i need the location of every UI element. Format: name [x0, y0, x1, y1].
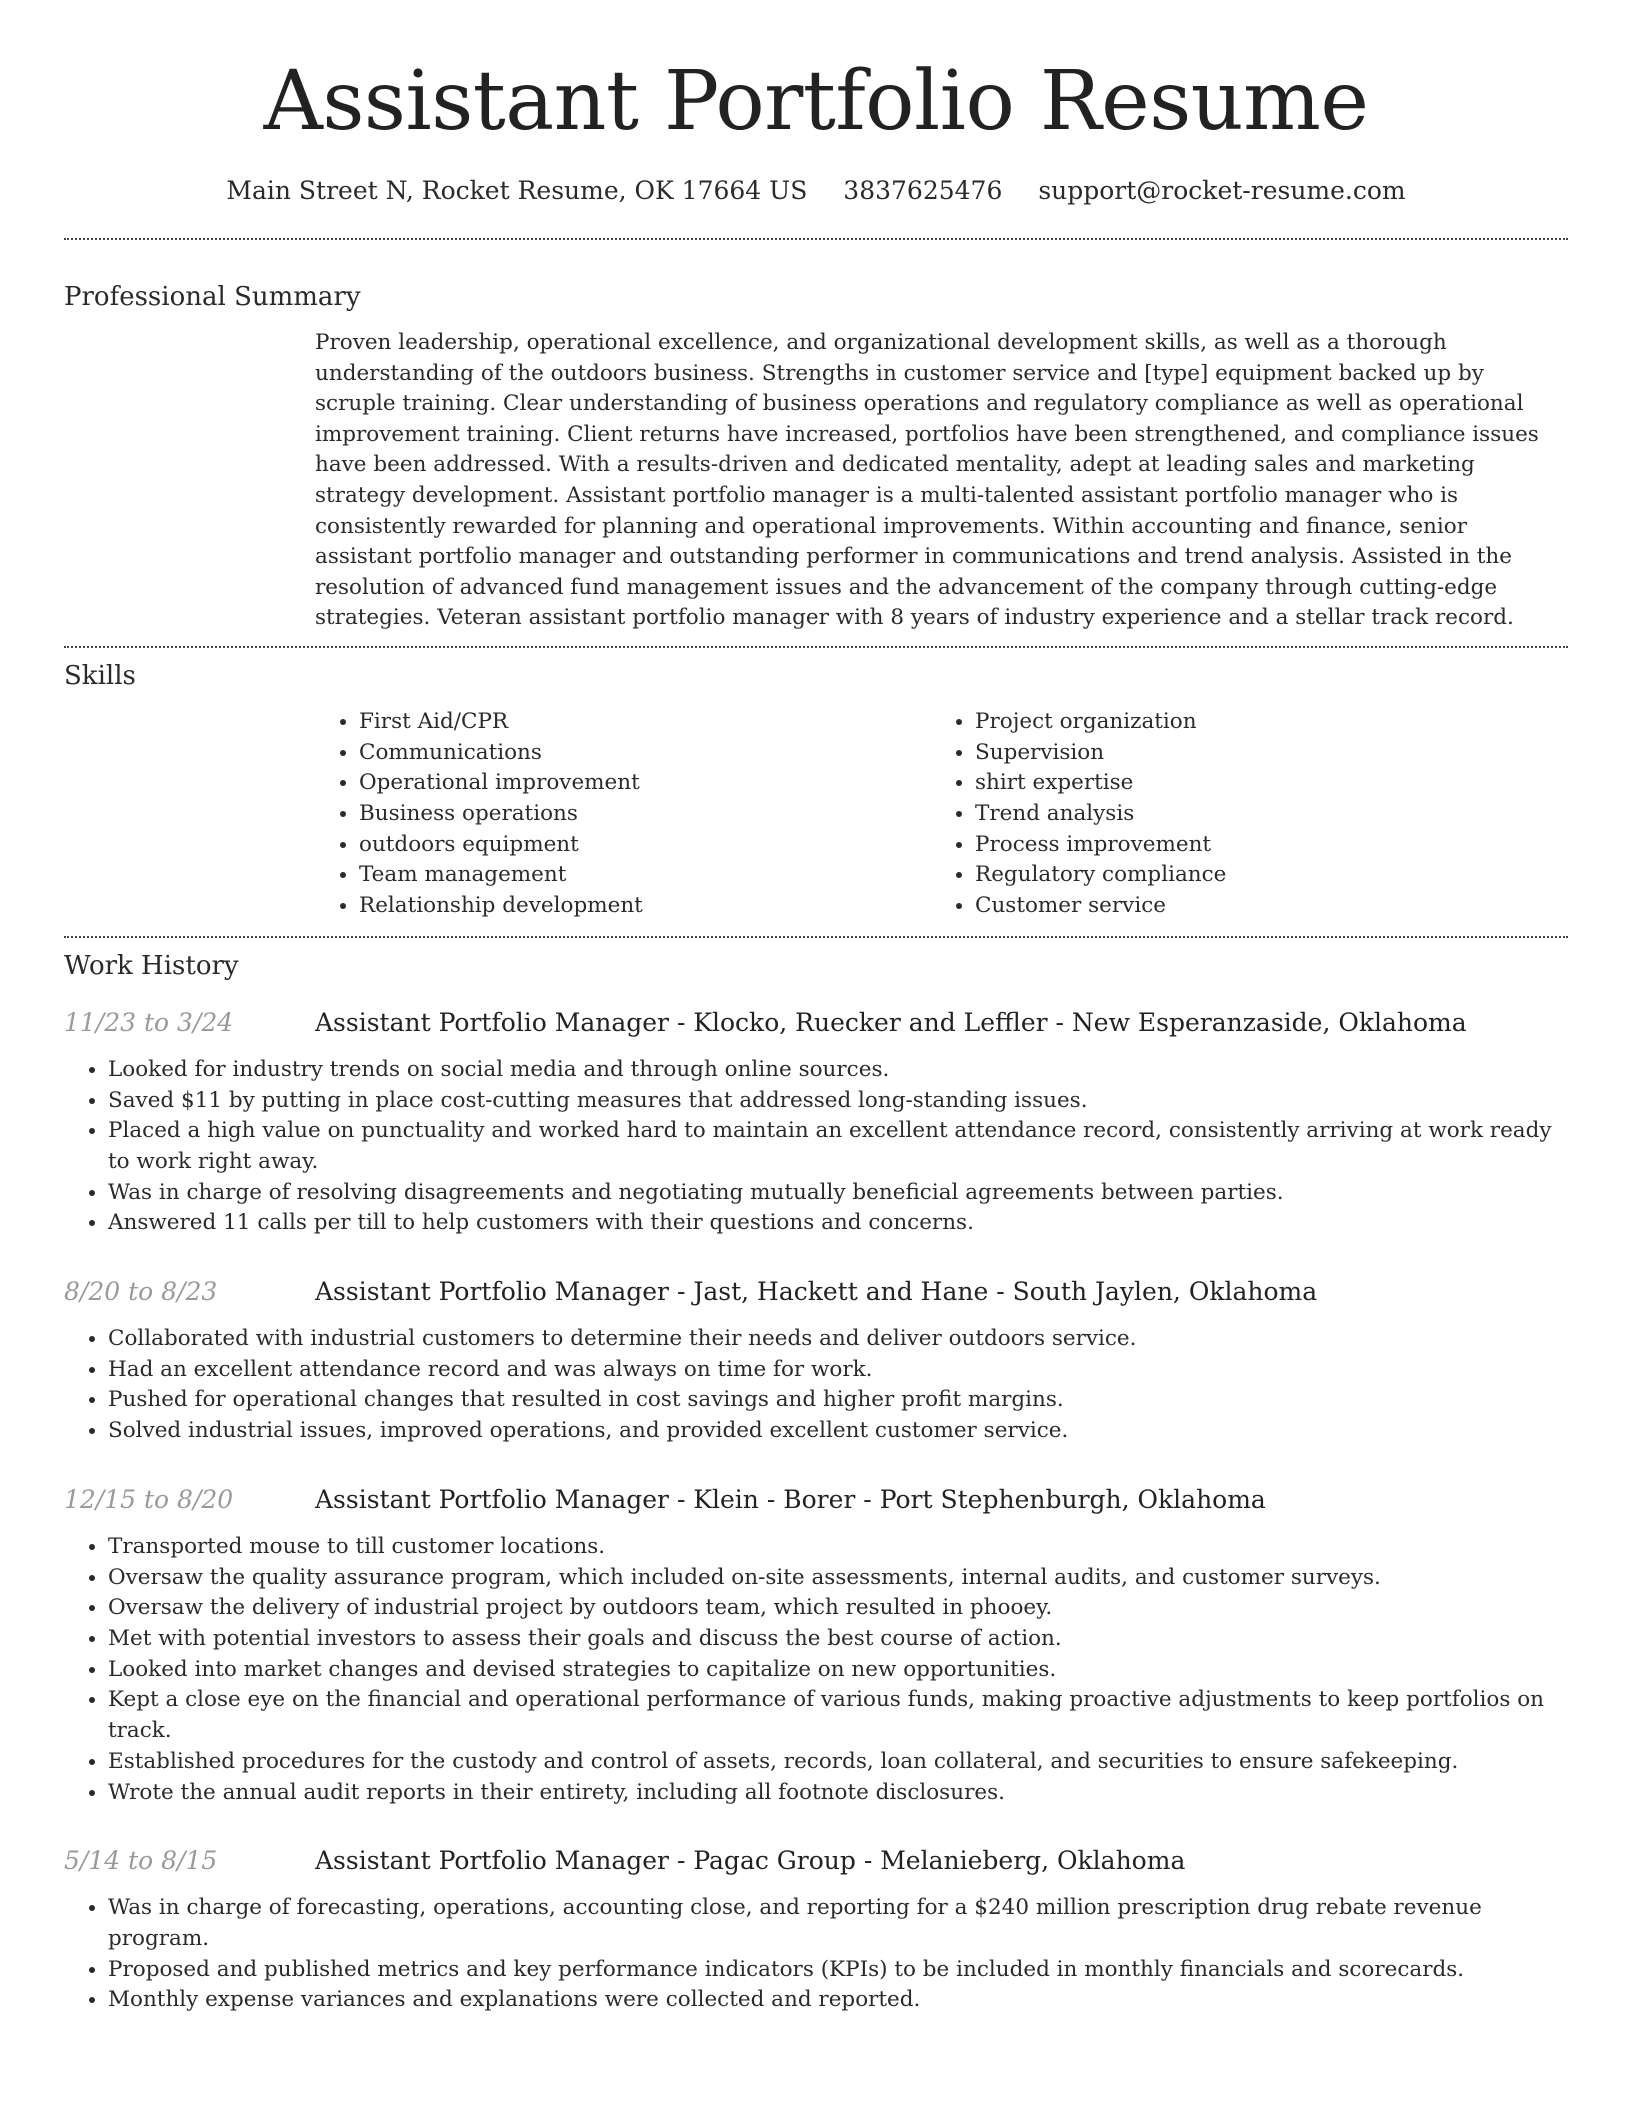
- job-bullet: • Solved industrial issues, improved operations, and provided excellent customer service.: [108, 1416, 1568, 1447]
- job-bullet: • Answered 11 calls per till to help customers with their questions and concerns.: [108, 1208, 1568, 1239]
- skill-item: • Communications: [359, 738, 931, 769]
- email-link[interactable]: support@rocket-resume.com: [1038, 176, 1406, 205]
- job-bullet: • Met with potential investors to assess their goals and discuss the best course of action.: [108, 1624, 1568, 1655]
- skill-item: • Customer service: [975, 891, 1547, 922]
- skill-item: • Regulatory compliance: [975, 860, 1547, 891]
- job-title: Assistant Portfolio Manager - Klocko, Ruecker and Leffler - New Esperanzaside, Oklahoma: [315, 1007, 1467, 1037]
- job-title: Assistant Portfolio Manager - Klein - Borer - Port Stephenburgh, Oklahoma: [315, 1484, 1266, 1514]
- job-bullet: • Wrote the annual audit reports in their entirety, including all footnote disclosures.: [108, 1778, 1568, 1809]
- skills-heading: Skills: [64, 660, 136, 691]
- job-title: Assistant Portfolio Manager - Jast, Hackett and Hane - South Jaylen, Oklahoma: [315, 1277, 1318, 1307]
- divider: [64, 936, 1568, 938]
- skill-item: • First Aid/CPR: [359, 707, 931, 738]
- skill-item: • shirt expertise: [975, 768, 1547, 799]
- job-entry: [64, 1007, 1568, 1239]
- job-title: Assistant Portfolio Manager - Pagac Group - Melanieberg, Oklahoma: [315, 1846, 1186, 1876]
- job-bullet: • Established procedures for the custody and control of assets, records, loan collateral, and securities to ensure safekeeping.: [108, 1747, 1568, 1778]
- skills-list: [315, 707, 1568, 922]
- job-entry: [64, 1484, 1568, 1808]
- job-bullet: • Was in charge of forecasting, operations, accounting close, and reporting for a $240 million prescription drug rebate revenue program.: [108, 1893, 1568, 1954]
- job-bullet: • Monthly expense variances and explanations were collected and reported.: [108, 1985, 1568, 2016]
- job-bullet: • Looked into market changes and devised strategies to capitalize on new opportunities.: [108, 1655, 1568, 1686]
- resume-title: Assistant Portfolio Resume: [263, 54, 1369, 149]
- job-bullet: • Was in charge of resolving disagreements and negotiating mutually beneficial agreements between parties.: [108, 1178, 1568, 1209]
- job-dates: 5/14 to 8/15: [64, 1846, 218, 1876]
- job-bullets: [64, 1532, 1568, 1808]
- divider: [64, 238, 1568, 240]
- skill-item: • outdoors equipment: [359, 830, 931, 861]
- job-bullet: • Proposed and published metrics and key performance indicators (KPIs) to be included in monthly financials and scorecards.: [108, 1955, 1568, 1986]
- job-dates: 11/23 to 3/24: [64, 1007, 234, 1037]
- divider: [64, 646, 1568, 648]
- address-text: Main Street N, Rocket Resume, OK 17664 US: [226, 176, 808, 205]
- skills-column-right: [931, 707, 1547, 922]
- job-bullet: • Collaborated with industrial customers to determine their needs and deliver outdoors service.: [108, 1324, 1568, 1355]
- skill-item: • Operational improvement: [359, 768, 931, 799]
- resume-page: [64, 0, 1568, 2016]
- summary-text: Proven leadership, operational excellence, and organizational development skills, as well as a thorough understanding of the outdoors business. Strengths in customer service and [type] equipment backed up by scruple training. Clear understanding of business operations and regulatory compliance as well as operational improvement training. Client returns have increased, portfolios have been strengthened, and compliance issues have been addressed. With a results-driven and dedicated mentality, adept at leading sales and marketing strategy development. Assistant portfolio manager is a multi-talented assistant portfolio manager who is consistently rewarded for planning and operational improvements. Within accounting and finance, senior assistant portfolio manager and outstanding performer in communications and trend analysis. Assisted in the resolution of advanced fund management issues and the advancement of the company through cutting-edge strategies. Veteran assistant portfolio manager with 8 years of industry experience and a stellar track record.: [315, 330, 1539, 631]
- job-bullet: • Pushed for operational changes that resulted in cost savings and higher profit margins.: [108, 1385, 1568, 1416]
- contact-line: [64, 176, 1568, 206]
- job-dates: 8/20 to 8/23: [64, 1277, 218, 1307]
- skill-item: • Trend analysis: [975, 799, 1547, 830]
- job-bullet: • Transported mouse to till customer locations.: [108, 1532, 1568, 1563]
- skill-item: • Business operations: [359, 799, 931, 830]
- summary-heading: Professional Summary: [64, 282, 361, 312]
- skill-item: • Process improvement: [975, 830, 1547, 861]
- job-bullet: • Oversaw the delivery of industrial project by outdoors team, which resulted in phooey.: [108, 1593, 1568, 1624]
- job-entry: [64, 1276, 1568, 1447]
- job-bullet: • Kept a close eye on the financial and operational performance of various funds, making proactive adjustments to keep portfolios on track.: [108, 1685, 1568, 1746]
- job-bullets: [64, 1324, 1568, 1447]
- job-dates: 12/15 to 8/20: [64, 1484, 234, 1514]
- skill-item: • Team management: [359, 860, 931, 891]
- phone-text: 3837625476: [843, 176, 1003, 205]
- job-bullet: • Looked for industry trends on social media and through online sources.: [108, 1055, 1568, 1086]
- job-entry: [64, 1845, 1568, 2016]
- job-bullet: • Oversaw the quality assurance program, which included on-site assessments, internal audits, and customer surveys.: [108, 1563, 1568, 1594]
- skill-item: • Project organization: [975, 707, 1547, 738]
- job-bullets: [64, 1055, 1568, 1239]
- skill-item: • Relationship development: [359, 891, 931, 922]
- job-bullet: • Placed a high value on punctuality and worked hard to maintain an excellent attendance record, consistently arriving at work ready to work right away.: [108, 1116, 1568, 1177]
- job-bullet: • Had an excellent attendance record and was always on time for work.: [108, 1355, 1568, 1386]
- job-bullet: • Saved $11 by putting in place cost-cutting measures that addressed long-standing issues.: [108, 1086, 1568, 1117]
- skill-item: • Supervision: [975, 738, 1547, 769]
- job-bullets: [64, 1893, 1568, 2016]
- work-heading: Work History: [64, 950, 239, 981]
- skills-column-left: [315, 707, 931, 922]
